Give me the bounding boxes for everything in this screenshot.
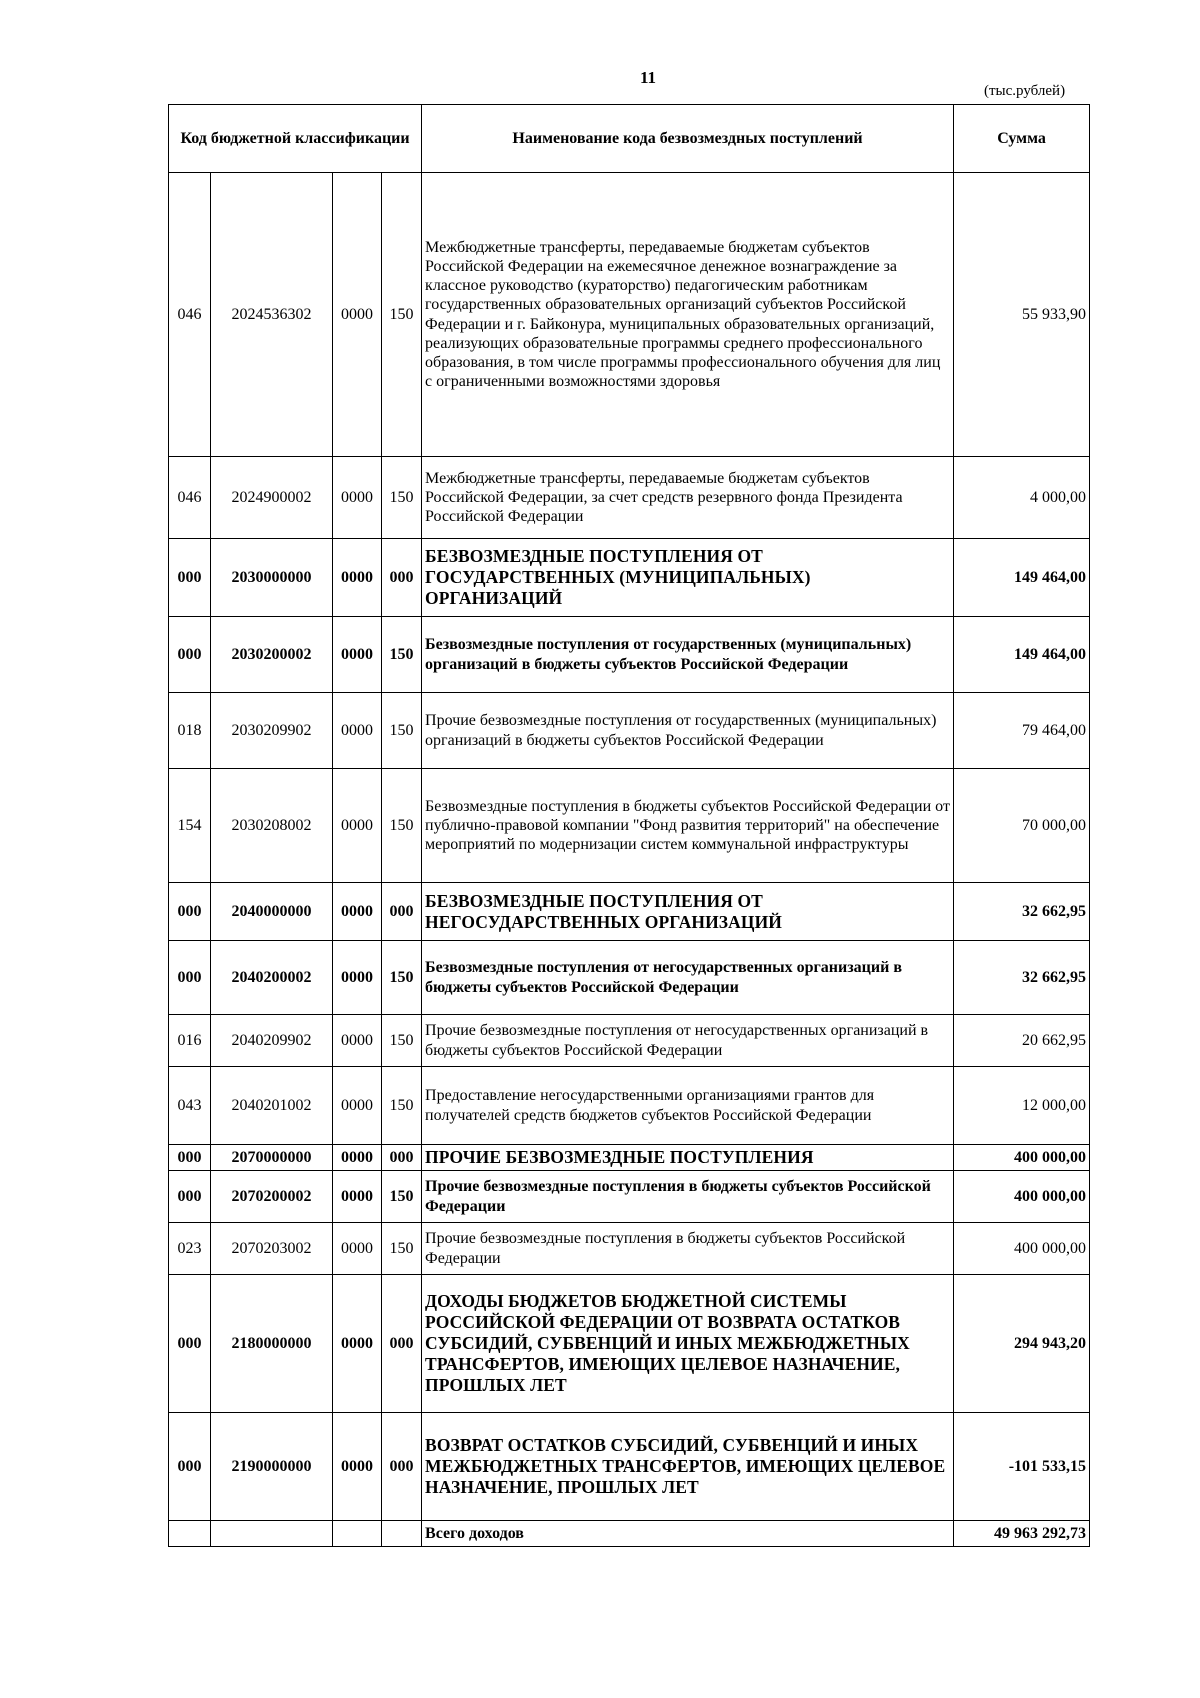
- table-row: [169, 941, 1090, 1015]
- cell-class-code: 2040209902: [211, 1015, 333, 1067]
- table-row: [169, 617, 1090, 693]
- table-row: [169, 1145, 1090, 1171]
- cell-sum: -101 533,15: [954, 1413, 1090, 1521]
- cell-sum: 32 662,95: [954, 941, 1090, 1015]
- cell-sum: 20 662,95: [954, 1015, 1090, 1067]
- cell-name: БЕЗВОЗМЕЗДНЫЕ ПОСТУПЛЕНИЯ ОТ ГОСУДАРСТВЕННЫХ (МУНИЦИПАЛЬНЫХ) ОРГАНИЗАЦИЙ: [422, 539, 954, 617]
- cell-econ-code: 150: [382, 173, 422, 457]
- cell-program-code: 0000: [333, 693, 382, 769]
- cell-name: Прочие безвозмездные поступления в бюджеты субъектов Российской Федерации: [422, 1223, 954, 1275]
- cell-sum: 4 000,00: [954, 457, 1090, 539]
- cell-econ-code: 000: [382, 883, 422, 941]
- total-sum: 49 963 292,73: [954, 1521, 1090, 1547]
- cell-program-code: 0000: [333, 1145, 382, 1171]
- cell-admin-code: 046: [169, 173, 211, 457]
- table-row: [169, 1223, 1090, 1275]
- cell-program-code: 0000: [333, 457, 382, 539]
- cell-class-code: 2030208002: [211, 769, 333, 883]
- cell-empty: [211, 1521, 333, 1547]
- cell-name: ВОЗВРАТ ОСТАТКОВ СУБСИДИЙ, СУБВЕНЦИЙ И ИНЫХ МЕЖБЮДЖЕТНЫХ ТРАНСФЕРТОВ, ИМЕЮЩИХ ЦЕЛЕВОЕ НАЗНАЧЕНИЕ, ПРОШЛЫХ ЛЕТ: [422, 1413, 954, 1521]
- cell-name: Безвозмездные поступления от государственных (муниципальных) организаций в бюджеты субъектов Российской Федерации: [422, 617, 954, 693]
- cell-class-code: 2070200002: [211, 1171, 333, 1223]
- cell-sum: 149 464,00: [954, 539, 1090, 617]
- cell-class-code: 2024536302: [211, 173, 333, 457]
- table-row: [169, 1275, 1090, 1413]
- header-sum: Сумма: [954, 105, 1090, 173]
- cell-empty: [382, 1521, 422, 1547]
- cell-admin-code: 046: [169, 457, 211, 539]
- cell-class-code: 2190000000: [211, 1413, 333, 1521]
- cell-program-code: 0000: [333, 1171, 382, 1223]
- cell-class-code: 2024900002: [211, 457, 333, 539]
- cell-admin-code: 000: [169, 883, 211, 941]
- cell-sum: 12 000,00: [954, 1067, 1090, 1145]
- cell-econ-code: 150: [382, 617, 422, 693]
- cell-class-code: 2070203002: [211, 1223, 333, 1275]
- table-row: [169, 173, 1090, 457]
- cell-econ-code: 150: [382, 693, 422, 769]
- table-row: [169, 693, 1090, 769]
- cell-econ-code: 150: [382, 1171, 422, 1223]
- cell-empty: [333, 1521, 382, 1547]
- cell-program-code: 0000: [333, 883, 382, 941]
- total-row: [169, 1521, 1090, 1547]
- table-row: [169, 883, 1090, 941]
- cell-name: БЕЗВОЗМЕЗДНЫЕ ПОСТУПЛЕНИЯ ОТ НЕГОСУДАРСТВЕННЫХ ОРГАНИЗАЦИЙ: [422, 883, 954, 941]
- cell-program-code: 0000: [333, 173, 382, 457]
- cell-admin-code: 018: [169, 693, 211, 769]
- cell-admin-code: 000: [169, 1171, 211, 1223]
- table-row: [169, 1171, 1090, 1223]
- cell-econ-code: 000: [382, 1275, 422, 1413]
- cell-admin-code: 016: [169, 1015, 211, 1067]
- cell-program-code: 0000: [333, 539, 382, 617]
- cell-econ-code: 150: [382, 457, 422, 539]
- cell-program-code: 0000: [333, 1413, 382, 1521]
- cell-sum: 32 662,95: [954, 883, 1090, 941]
- cell-sum: 79 464,00: [954, 693, 1090, 769]
- cell-name: ПРОЧИЕ БЕЗВОЗМЕЗДНЫЕ ПОСТУПЛЕНИЯ: [422, 1145, 954, 1171]
- table-row: [169, 539, 1090, 617]
- header-code: Код бюджетной классификации: [169, 105, 422, 173]
- cell-class-code: 2040200002: [211, 941, 333, 1015]
- cell-sum: 294 943,20: [954, 1275, 1090, 1413]
- header-name: Наименование кода безвозмездных поступлений: [422, 105, 954, 173]
- cell-admin-code: 023: [169, 1223, 211, 1275]
- table-row: [169, 1015, 1090, 1067]
- cell-class-code: 2030200002: [211, 617, 333, 693]
- cell-sum: 400 000,00: [954, 1145, 1090, 1171]
- cell-class-code: 2070000000: [211, 1145, 333, 1171]
- cell-econ-code: 150: [382, 769, 422, 883]
- cell-name: Межбюджетные трансферты, передаваемые бюджетам субъектов Российской Федерации на ежемесячное денежное вознаграждение за классное руководство (кураторство) педагогическим работникам государственных образовательных организаций субъектов Российской Федерации и г. Байконура, муниципальных образовательных организаций, реализующих образовательные программы среднего профессионального образования, в том числе программы профессионального обучения для лиц с ограниченными возможностями здоровья: [422, 173, 954, 457]
- cell-name: Безвозмездные поступления в бюджеты субъектов Российской Федерации от публично-правовой компании "Фонд развития территорий" на обеспечение мероприятий по модернизации систем коммунальной инфраструктуры: [422, 769, 954, 883]
- table-row: [169, 457, 1090, 539]
- revenue-table: [168, 104, 1090, 1547]
- units-label: (тыс.рублей): [984, 83, 1066, 99]
- cell-name: Предоставление негосударственными организациями грантов для получателей средств бюджетов субъектов Российской Федерации: [422, 1067, 954, 1145]
- cell-admin-code: 000: [169, 1145, 211, 1171]
- page-number: 11: [640, 68, 657, 87]
- table-row: [169, 769, 1090, 883]
- cell-program-code: 0000: [333, 1275, 382, 1413]
- cell-program-code: 0000: [333, 1015, 382, 1067]
- cell-name: Прочие безвозмездные поступления от государственных (муниципальных) организаций в бюджеты субъектов Российской Федерации: [422, 693, 954, 769]
- cell-class-code: 2030000000: [211, 539, 333, 617]
- cell-admin-code: 000: [169, 1413, 211, 1521]
- cell-econ-code: 150: [382, 1067, 422, 1145]
- cell-admin-code: 000: [169, 617, 211, 693]
- cell-sum: 400 000,00: [954, 1171, 1090, 1223]
- cell-econ-code: 000: [382, 1413, 422, 1521]
- cell-admin-code: 154: [169, 769, 211, 883]
- cell-sum: 149 464,00: [954, 617, 1090, 693]
- cell-class-code: 2030209902: [211, 693, 333, 769]
- cell-admin-code: 000: [169, 941, 211, 1015]
- cell-admin-code: 000: [169, 539, 211, 617]
- cell-name: Прочие безвозмездные поступления в бюджеты субъектов Российской Федерации: [422, 1171, 954, 1223]
- cell-class-code: 2040201002: [211, 1067, 333, 1145]
- cell-class-code: 2180000000: [211, 1275, 333, 1413]
- total-label: Всего доходов: [422, 1521, 954, 1547]
- cell-program-code: 0000: [333, 1223, 382, 1275]
- cell-admin-code: 000: [169, 1275, 211, 1413]
- cell-econ-code: 150: [382, 1015, 422, 1067]
- table-row: [169, 1067, 1090, 1145]
- cell-class-code: 2040000000: [211, 883, 333, 941]
- cell-econ-code: 150: [382, 941, 422, 1015]
- cell-econ-code: 000: [382, 539, 422, 617]
- cell-empty: [169, 1521, 211, 1547]
- cell-program-code: 0000: [333, 769, 382, 883]
- table-row: [169, 1413, 1090, 1521]
- cell-name: ДОХОДЫ БЮДЖЕТОВ БЮДЖЕТНОЙ СИСТЕМЫ РОССИЙСКОЙ ФЕДЕРАЦИИ ОТ ВОЗВРАТА ОСТАТКОВ СУБСИДИЙ, СУБВЕНЦИЙ И ИНЫХ МЕЖБЮДЖЕТНЫХ ТРАНСФЕРТОВ, ИМЕЮЩИХ ЦЕЛЕВОЕ НАЗНАЧЕНИЕ, ПРОШЛЫХ ЛЕТ: [422, 1275, 954, 1413]
- cell-sum: 400 000,00: [954, 1223, 1090, 1275]
- cell-program-code: 0000: [333, 1067, 382, 1145]
- cell-name: Межбюджетные трансферты, передаваемые бюджетам субъектов Российской Федерации, за счет средств резервного фонда Президента Российской Федерации: [422, 457, 954, 539]
- cell-program-code: 0000: [333, 617, 382, 693]
- cell-program-code: 0000: [333, 941, 382, 1015]
- cell-econ-code: 150: [382, 1223, 422, 1275]
- cell-econ-code: 000: [382, 1145, 422, 1171]
- cell-admin-code: 043: [169, 1067, 211, 1145]
- cell-name: Прочие безвозмездные поступления от негосударственных организаций в бюджеты субъектов Российской Федерации: [422, 1015, 954, 1067]
- table-body: [169, 173, 1090, 1547]
- cell-sum: 70 000,00: [954, 769, 1090, 883]
- cell-sum: 55 933,90: [954, 173, 1090, 457]
- cell-name: Безвозмездные поступления от негосударственных организаций в бюджеты субъектов Российской Федерации: [422, 941, 954, 1015]
- table-header-row: [169, 105, 1090, 173]
